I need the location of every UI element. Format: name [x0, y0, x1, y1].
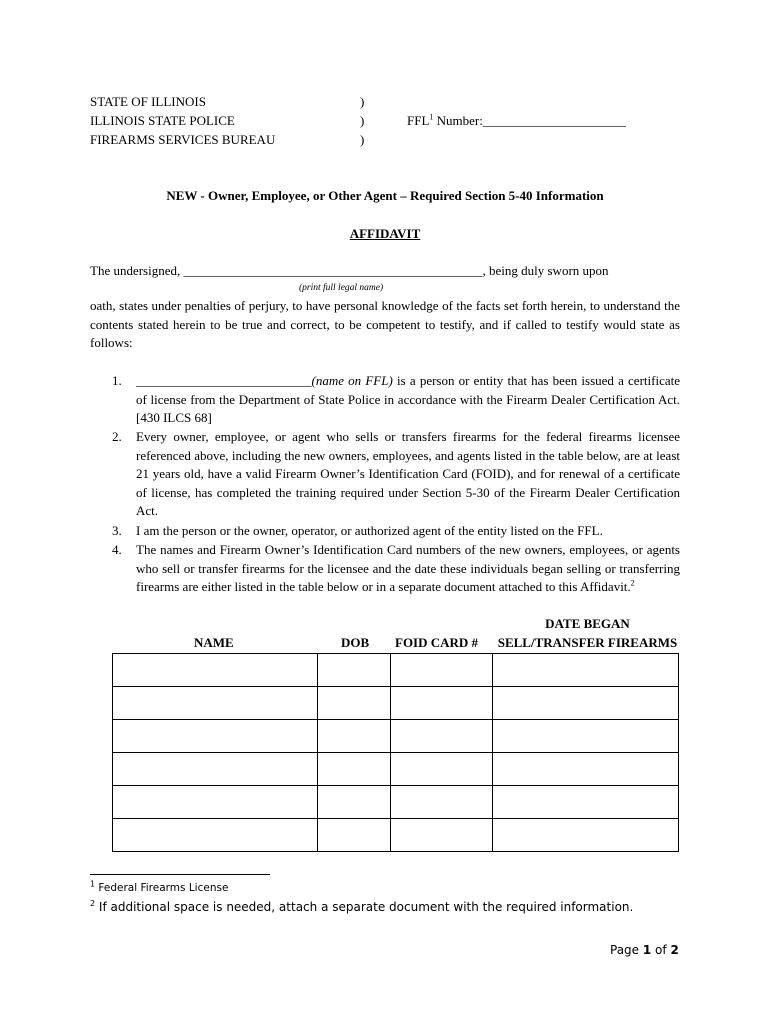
footnote-2-marker: 2	[90, 899, 96, 908]
header-bureau: FIREARMS SERVICES BUREAU	[90, 132, 276, 147]
dob-cell[interactable]	[318, 687, 391, 720]
item-2-text: Every owner, employee, or agent who sells or transfers firearms for the federal firearms licensee referenced above, including the new owners, employees, and agents listed in the table below, are at least 21 years old, have a valid Firearm Owner’s Identification Card (FOID), and for renewal of a certificate of license, has completed the training required under Section 5-30 of the Firearm Dealer Certification Act.	[136, 429, 680, 518]
ffl-footnote-ref: 1	[429, 112, 434, 122]
page-total: 2	[670, 943, 679, 957]
table-row	[113, 819, 679, 852]
item-4-text: The names and Firearm Owner’s Identification Card numbers of the new owners, employees, or agents who sell or transfer firearms for the licensee and the date these individuals began selling or transferring firearms are either listed in the table below or in a separate document attached to this Affidavit.	[136, 542, 680, 594]
print-name-caption: (print full legal name)	[299, 283, 384, 293]
list-item-4	[90, 541, 680, 615]
item-text	[136, 372, 680, 428]
dob-cell[interactable]	[318, 720, 391, 753]
item-number: 1.	[112, 373, 122, 388]
footnote-2-text: If additional space is needed, attach a separate document with the required information.	[95, 900, 634, 914]
table-row	[113, 786, 679, 819]
col-header-dob: DOB	[341, 635, 370, 650]
footnote-1-text: Federal Firearms License	[95, 882, 229, 894]
paren: )	[360, 132, 365, 147]
item-1-text: is a person or entity that has been issued a certificate of license from the Department of State Police in accordance with the Firearm Dealer Certification Act. [430 ILCS 68]	[136, 373, 680, 425]
page-current: 1	[642, 943, 652, 957]
col-header-date-began: DATE BEGAN	[545, 616, 630, 631]
page-of: of	[651, 943, 671, 957]
name-cell[interactable]	[113, 654, 318, 687]
ffl-label: FFL	[407, 113, 430, 128]
table-row	[113, 720, 679, 753]
date-began-cell[interactable]	[493, 786, 679, 819]
table-row	[113, 753, 679, 786]
header-state: STATE OF ILLINOIS	[90, 94, 206, 109]
page-prefix: Page	[610, 943, 643, 957]
table-row	[113, 654, 679, 687]
col-header-sell-transfer: SELL/TRANSFER FIREARMS	[497, 635, 678, 650]
agents-table	[112, 653, 679, 852]
header-parentheses	[360, 92, 364, 149]
foid-cell[interactable]	[391, 654, 493, 687]
footnote-ref-2: 2	[630, 578, 635, 588]
foid-cell[interactable]	[391, 720, 493, 753]
item-number: 4.	[112, 542, 122, 557]
paren: )	[360, 113, 365, 128]
col-header-name: NAME	[194, 635, 234, 650]
item-3-text: I am the person or the owner, operator, or authorized agent of the entity listed on the FFL.	[136, 523, 603, 538]
name-cell[interactable]	[113, 720, 318, 753]
ffl-name-label: (name on FFL)	[311, 373, 393, 388]
header-police: ILLINOIS STATE POLICE	[90, 113, 235, 128]
ffl-number-field[interactable]	[407, 111, 626, 130]
ffl-number-line[interactable]: Number:______________________	[433, 113, 626, 128]
date-began-cell[interactable]	[493, 819, 679, 852]
foid-cell[interactable]	[391, 786, 493, 819]
list-item-2	[90, 428, 680, 520]
page-number	[610, 943, 679, 957]
item-number: 2.	[112, 429, 122, 444]
list-item-1	[90, 372, 680, 428]
foid-cell[interactable]	[391, 753, 493, 786]
footnote-separator	[90, 874, 270, 875]
item-text	[136, 541, 680, 597]
form-title: NEW - Owner, Employee, or Other Agent – Required Section 5-40 Information	[166, 188, 604, 203]
footnote-1-marker: 1	[90, 879, 96, 889]
footnote-1	[90, 879, 229, 894]
affidavit-heading: AFFIDAVIT	[349, 226, 421, 241]
name-cell[interactable]	[113, 819, 318, 852]
oath-paragraph: oath, states under penalties of perjury, to have personal knowledge of the facts set forth herein, to understand the contents stated herein to be true and correct, to be competent to testify, and if called to testify would state as follows:	[90, 298, 680, 350]
agency-header	[90, 92, 275, 149]
date-began-cell[interactable]	[493, 687, 679, 720]
name-cell[interactable]	[113, 753, 318, 786]
footnote-2	[90, 900, 633, 914]
dob-cell[interactable]	[318, 786, 391, 819]
name-cell[interactable]	[113, 786, 318, 819]
paren: )	[360, 94, 365, 109]
undersigned-line[interactable]: The undersigned, ______________________________________________, being duly sworn upon	[90, 263, 609, 278]
foid-cell[interactable]	[391, 819, 493, 852]
date-began-cell[interactable]	[493, 753, 679, 786]
list-item-3	[90, 522, 680, 540]
table-row	[113, 687, 679, 720]
name-cell[interactable]	[113, 687, 318, 720]
dob-cell[interactable]	[318, 753, 391, 786]
date-began-cell[interactable]	[493, 654, 679, 687]
date-began-cell[interactable]	[493, 720, 679, 753]
item-number: 3.	[112, 523, 122, 538]
ffl-name-blank[interactable]: ___________________________	[136, 373, 312, 388]
foid-cell[interactable]	[391, 687, 493, 720]
dob-cell[interactable]	[318, 819, 391, 852]
col-header-foid: FOID CARD #	[395, 635, 479, 650]
dob-cell[interactable]	[318, 654, 391, 687]
